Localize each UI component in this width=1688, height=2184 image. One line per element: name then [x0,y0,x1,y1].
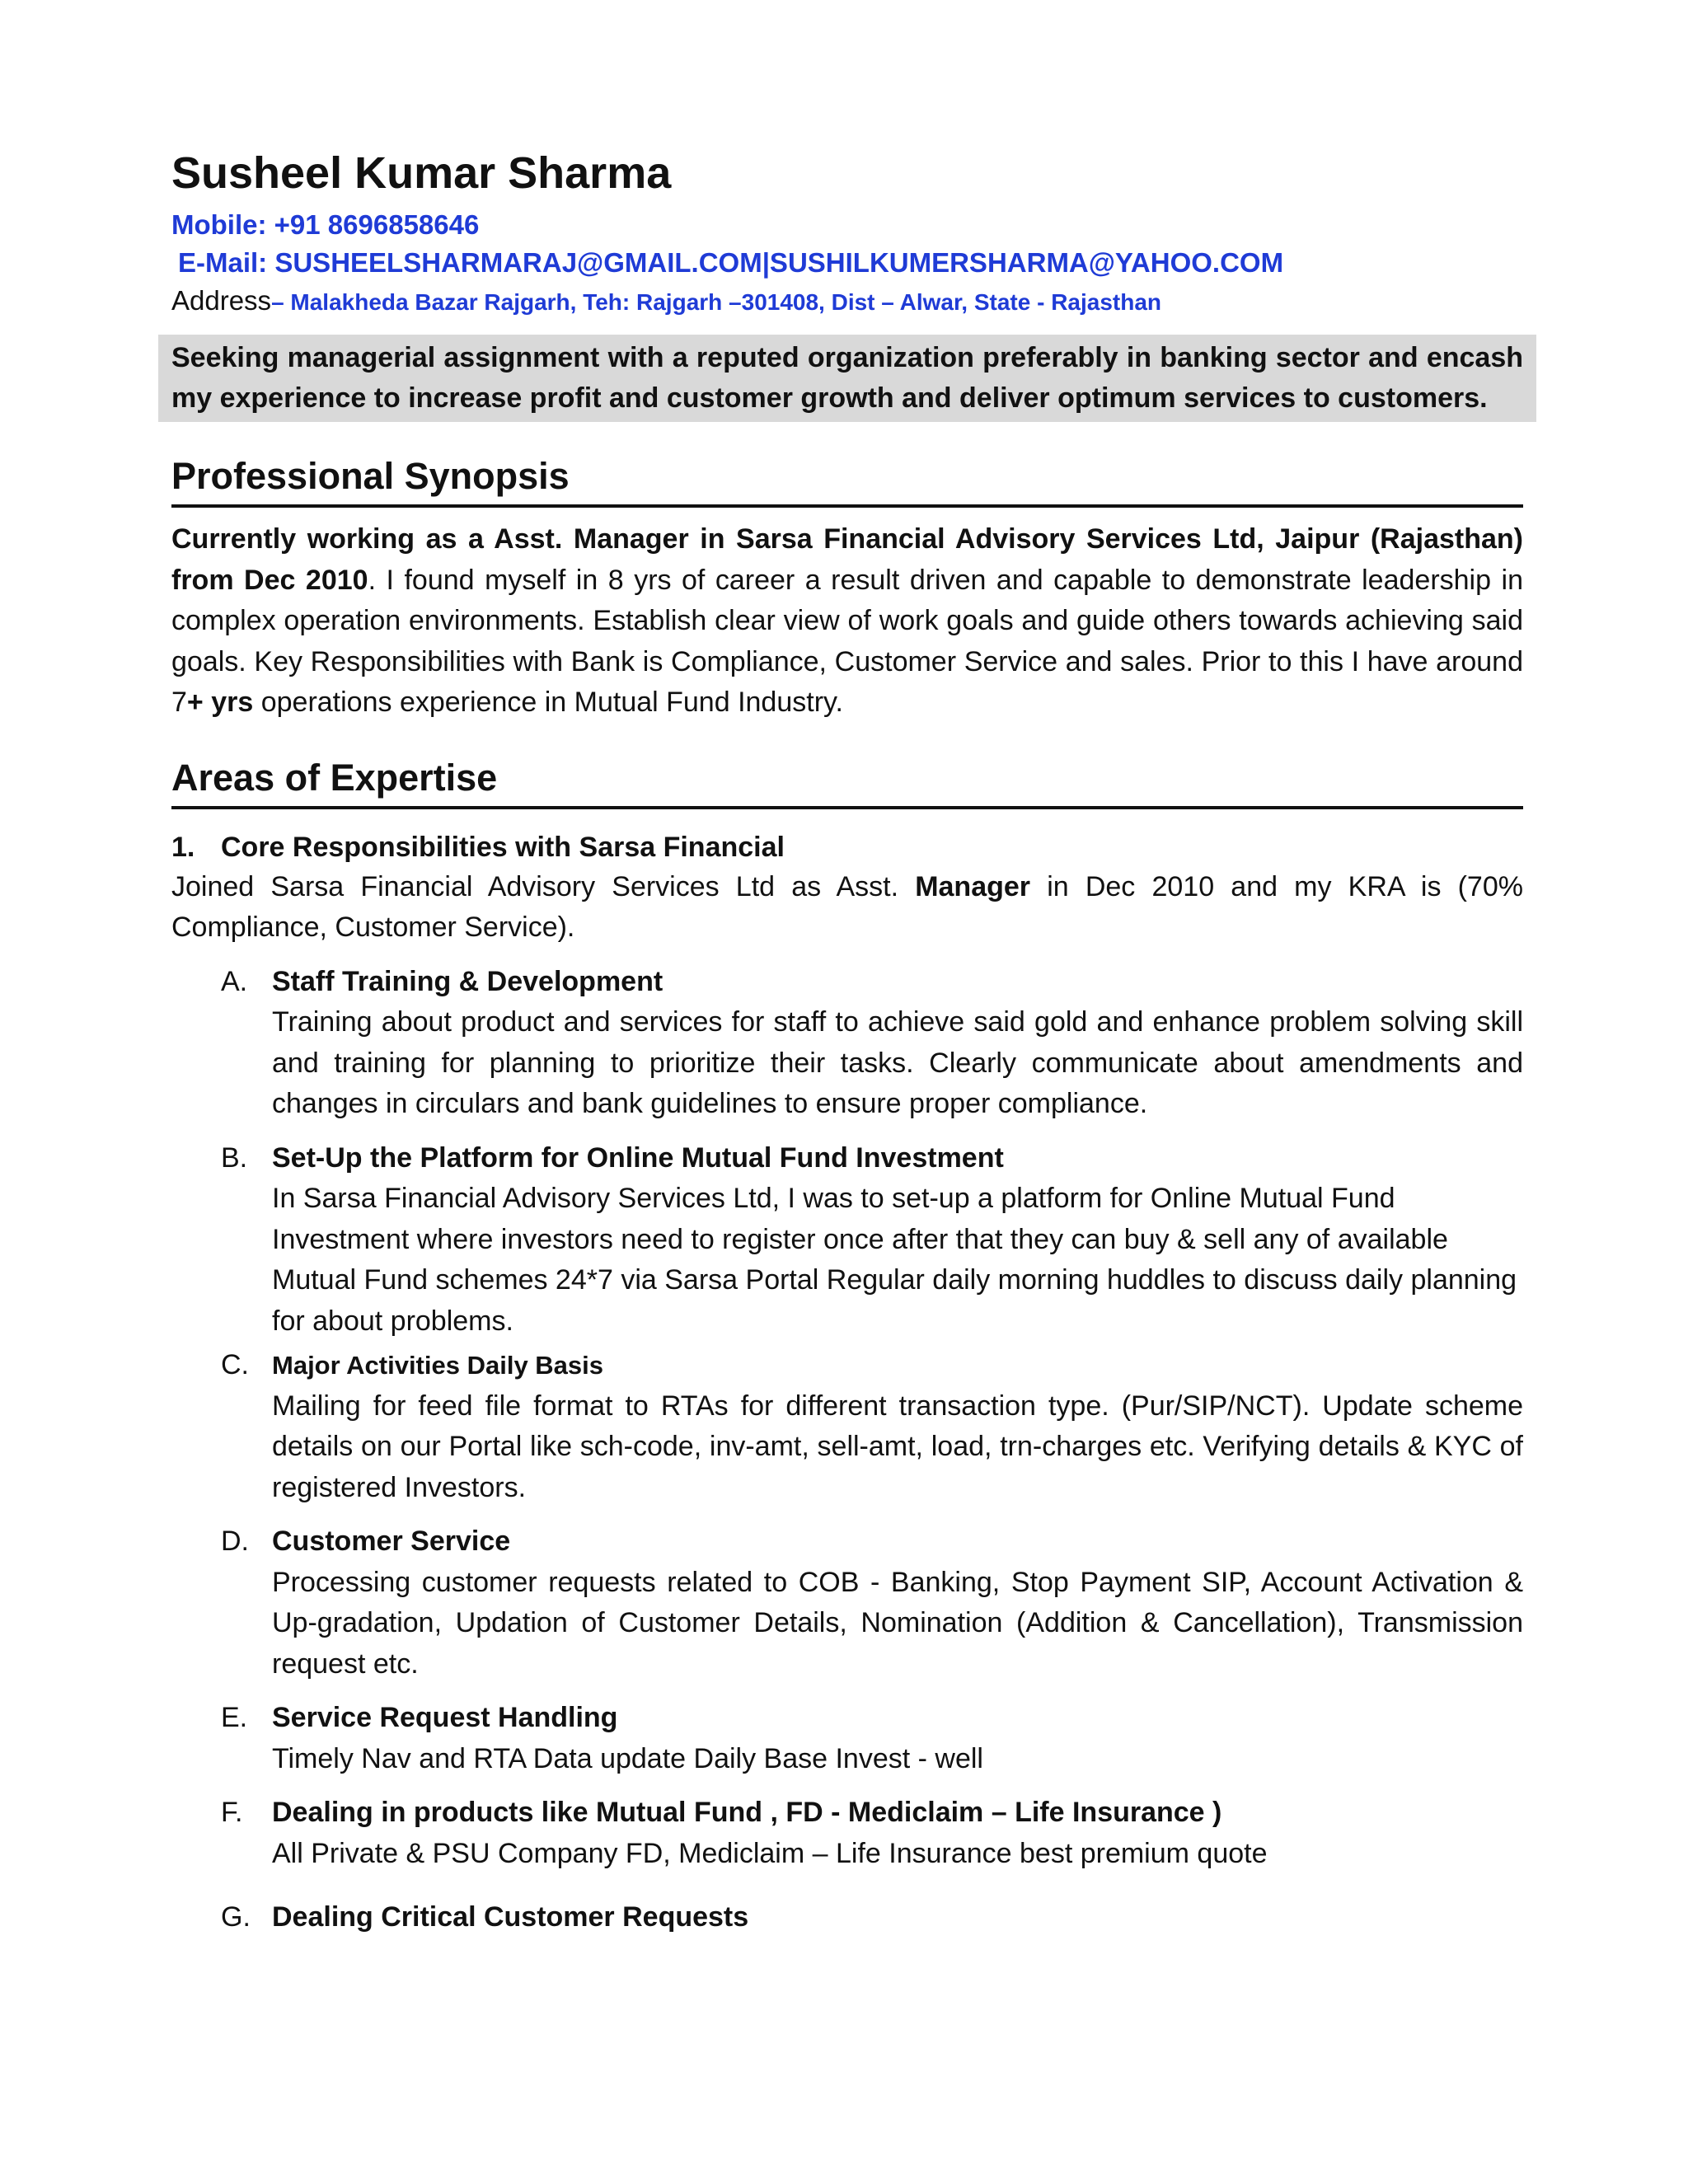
expertise-item [171,1897,1523,1938]
item-letter: C. [221,1349,249,1380]
item-title: Major Activities Daily Basis [272,1351,604,1380]
expertise-item [171,1138,1523,1343]
item-description: All Private & PSU Company FD, Mediclaim – Life Insurance best premium quote [272,1837,1268,1869]
item-title: Dealing Critical Customer Requests [272,1901,749,1933]
email-line: E-Mail: SUSHEELSHARMARAJ@GMAIL.COM|SUSHILKUMERSHARMA@YAHOO.COM [178,247,1284,278]
synopsis-years: + yrs [186,687,254,718]
candidate-name: Susheel Kumar Sharma [171,148,672,198]
expertise-item [171,1521,1523,1685]
core-title-text: Core Responsibilities with Sarsa Financial [221,831,785,863]
synopsis-heading: Professional Synopsis [171,453,1523,508]
synopsis-paragraph [171,519,1523,724]
item-letter: F. [221,1797,243,1828]
item-letter: A. [221,965,248,997]
address-line [171,282,1523,321]
item-description: Mailing for feed file format to RTAs for different transaction type. (Pur/SIP/NCT). Update scheme details on our Portal like sch-code, inv-amt, sell-amt, load, trn-charges etc. Verifying details & KYC of registered Investors. [272,1390,1523,1503]
core-text-bold: Manager [915,870,1031,902]
career-objective: Seeking managerial assignment with a reputed organization preferably in banking sector and encash my experience to increase profit and customer growth and deliver optimum services to customers. [158,335,1536,422]
item-title: Customer Service [272,1526,511,1557]
item-letter: E. [221,1702,248,1733]
synopsis-lead: Currently working as a Asst. Manager in Sarsa Financial Advisory Services Ltd, Jaipur (Rajasthan) from Dec 2010 [171,523,1523,596]
expertise-item [171,1698,1523,1779]
item-description: Processing customer requests related to COB - Banking, Stop Payment SIP, Account Activation & Up-gradation, Updation of Customer Details, Nomination (Addition & Cancellation), Transmission request etc. [272,1566,1523,1680]
core-number: 1. [171,831,195,863]
expertise-item [171,1793,1523,1874]
core-responsibilities-text [171,867,1523,949]
address-label: Address [171,285,272,316]
address-value: – Malakheda Bazar Rajgarh, Teh: Rajgarh –301408, Dist – Alwar, State - Rajasthan [271,289,1162,315]
item-description: In Sarsa Financial Advisory Services Ltd, I was to set-up a platform for Online Mutual Fund Investment where investors need to register once after that they can buy & sell any of available Mutual Fund schemes 24*7 via Sarsa Portal Regular daily morning huddles to discuss daily planning for about problems. [272,1183,1517,1337]
core-responsibilities-title [171,827,1523,867]
core-text-1: Joined Sarsa Financial Advisory Services Ltd as Asst. [171,870,916,902]
item-description: Timely Nav and RTA Data update Daily Base Invest - well [272,1742,983,1774]
resume-page [171,140,1523,1938]
item-letter: D. [221,1526,249,1557]
expertise-item [171,962,1523,1125]
synopsis-text-1: . I found myself in 8 yrs of career a result driven and capable to demonstrate leadership in complex operation environments. Establish clear view of work goals and guide others towards achieving said goals. Key Responsibilities with Bank is Compliance, Customer Service and sales. Prior to this I have around 7 [171,564,1523,718]
mobile-line: Mobile: +91 8696858646 [171,209,480,240]
core-text-2: in Dec 2010 and my KRA is (70% Compliance, Customer Service). [171,870,1523,943]
item-letter: G. [221,1901,251,1933]
expertise-heading: Areas of Expertise [171,755,1523,809]
item-title: Set-Up the Platform for Online Mutual Fund Investment [272,1141,1004,1174]
synopsis-text-2: operations experience in Mutual Fund Industry. [253,687,843,718]
expertise-item [171,1345,1523,1508]
item-letter: B. [221,1141,248,1174]
item-title: Dealing in products like Mutual Fund , FD - Mediclaim – Life Insurance ) [272,1797,1222,1828]
item-title: Staff Training & Development [272,965,663,997]
item-title: Service Request Handling [272,1702,618,1733]
item-description: Training about product and services for staff to achieve said gold and enhance problem solving skill and training for planning to prioritize their tasks. Clearly communicate about amendments and changes in circulars and bank guidelines to ensure proper compliance. [272,1006,1523,1119]
